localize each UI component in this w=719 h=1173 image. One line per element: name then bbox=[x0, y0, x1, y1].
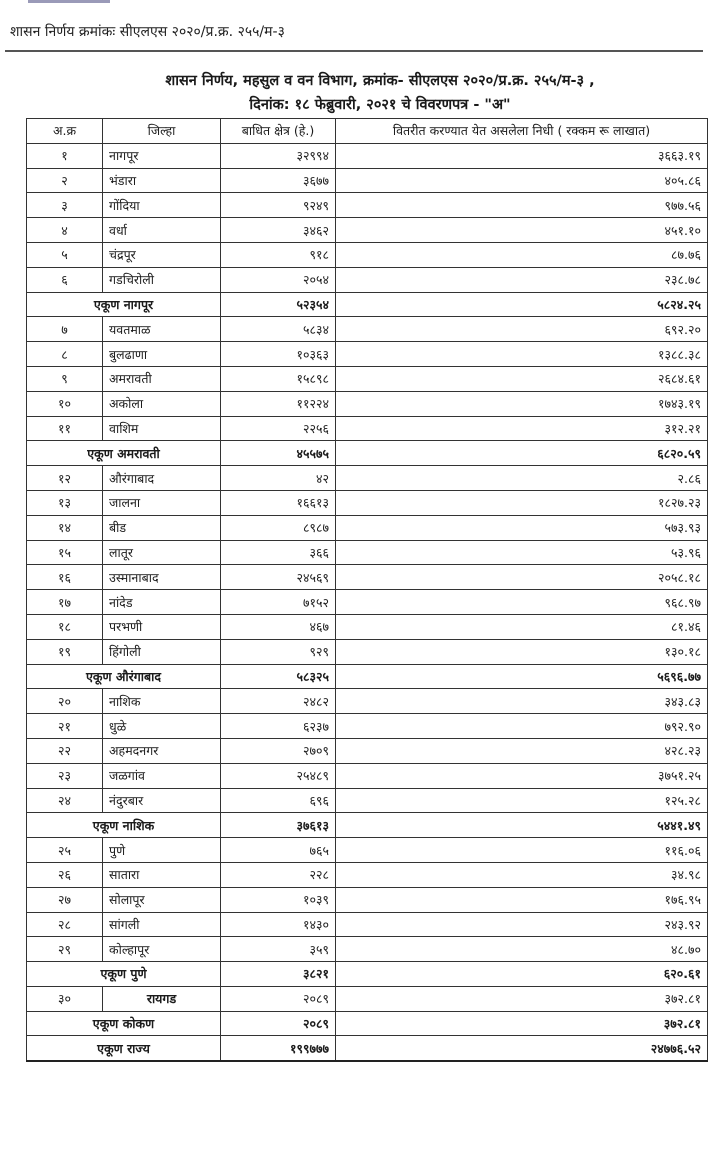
affected-area-cell: ९२९ bbox=[221, 639, 336, 664]
funds-cell: ५३.९६ bbox=[336, 540, 708, 565]
funds-cell: २०५८.१८ bbox=[336, 565, 708, 590]
affected-area-cell: ३४६२ bbox=[221, 218, 336, 243]
subtotal-label: एकूण कोकण bbox=[27, 1011, 221, 1036]
table-row bbox=[27, 714, 708, 739]
table-row bbox=[27, 143, 708, 168]
serial-number-cell: २२ bbox=[27, 738, 103, 763]
funds-cell: ९७७.५६ bbox=[336, 193, 708, 218]
serial-number-cell: २ bbox=[27, 168, 103, 193]
subtotal-row bbox=[27, 441, 708, 466]
serial-number-cell: ४ bbox=[27, 218, 103, 243]
col-header-district: जिल्हा bbox=[103, 119, 221, 144]
table-row bbox=[27, 466, 708, 491]
funds-cell: ३४.९८ bbox=[336, 862, 708, 887]
subtotal-label: एकूण अमरावती bbox=[27, 441, 221, 466]
subtotal-row bbox=[27, 1011, 708, 1036]
district-name-cell: लातूर bbox=[103, 540, 221, 565]
serial-number-cell: १८ bbox=[27, 614, 103, 639]
funds-cell: ३१२.२१ bbox=[336, 416, 708, 441]
funds-cell: ३६६३.१९ bbox=[336, 143, 708, 168]
funds-cell: २६८४.६१ bbox=[336, 366, 708, 391]
total-area-cell: ३७६१३ bbox=[221, 813, 336, 838]
serial-number-cell: २९ bbox=[27, 937, 103, 962]
district-name-cell: नाशिक bbox=[103, 689, 221, 714]
district-name-cell: नागपूर bbox=[103, 143, 221, 168]
funds-cell: ३७२.८१ bbox=[336, 986, 708, 1011]
serial-number-cell: ८ bbox=[27, 342, 103, 367]
district-name-cell: अकोला bbox=[103, 391, 221, 416]
district-name-cell: सांगली bbox=[103, 912, 221, 937]
subtotal-row bbox=[27, 813, 708, 838]
district-name-cell: सोलापूर bbox=[103, 887, 221, 912]
affected-area-cell: १५८९८ bbox=[221, 366, 336, 391]
subtotal-label: एकूण पुणे bbox=[27, 962, 221, 987]
affected-area-cell: ३२९९४ bbox=[221, 143, 336, 168]
funds-cell: १२५.२८ bbox=[336, 788, 708, 813]
affected-area-cell: ६९६ bbox=[221, 788, 336, 813]
serial-number-cell: १७ bbox=[27, 590, 103, 615]
district-name-cell: परभणी bbox=[103, 614, 221, 639]
funds-cell: ३४३.८३ bbox=[336, 689, 708, 714]
serial-number-cell: २४ bbox=[27, 788, 103, 813]
affected-area-cell: १४३० bbox=[221, 912, 336, 937]
funds-cell: १७६.९५ bbox=[336, 887, 708, 912]
affected-area-cell: १६६१३ bbox=[221, 490, 336, 515]
total-area-cell: ५८३२५ bbox=[221, 664, 336, 689]
top-edge-mark bbox=[28, 0, 110, 3]
funds-cell: ७९२.९० bbox=[336, 714, 708, 739]
affected-area-cell: १०३९ bbox=[221, 887, 336, 912]
district-name-cell: जालना bbox=[103, 490, 221, 515]
district-name-cell: कोल्हापूर bbox=[103, 937, 221, 962]
grand-total-label: एकूण राज्य bbox=[27, 1036, 221, 1061]
table-row bbox=[27, 267, 708, 292]
funds-cell: ३७५१.२५ bbox=[336, 763, 708, 788]
subtotal-row bbox=[27, 962, 708, 987]
affected-area-cell: २०८९ bbox=[221, 986, 336, 1011]
funds-cell: ८१.४६ bbox=[336, 614, 708, 639]
subtotal-row bbox=[27, 292, 708, 317]
district-name-cell: रायगड bbox=[103, 986, 221, 1011]
affected-area-cell: २२८ bbox=[221, 862, 336, 887]
district-name-cell: धुळे bbox=[103, 714, 221, 739]
district-name-cell: हिंगोली bbox=[103, 639, 221, 664]
serial-number-cell: १४ bbox=[27, 515, 103, 540]
table-row bbox=[27, 887, 708, 912]
table-row bbox=[27, 168, 708, 193]
affected-area-cell: २५४८९ bbox=[221, 763, 336, 788]
table-row bbox=[27, 763, 708, 788]
affected-area-cell: २४५६९ bbox=[221, 565, 336, 590]
serial-number-cell: ५ bbox=[27, 242, 103, 267]
serial-number-cell: २६ bbox=[27, 862, 103, 887]
table-row bbox=[27, 342, 708, 367]
table-row bbox=[27, 193, 708, 218]
total-area-cell: १९९७७७ bbox=[221, 1036, 336, 1061]
funds-cell: २४३.९२ bbox=[336, 912, 708, 937]
table-row bbox=[27, 515, 708, 540]
serial-number-cell: ७ bbox=[27, 317, 103, 342]
funds-cell: १३०.१८ bbox=[336, 639, 708, 664]
district-name-cell: पुणे bbox=[103, 838, 221, 863]
table-row bbox=[27, 838, 708, 863]
district-name-cell: अहमदनगर bbox=[103, 738, 221, 763]
serial-number-cell: १३ bbox=[27, 490, 103, 515]
district-name-cell: भंडारा bbox=[103, 168, 221, 193]
total-funds-cell: ३७२.८१ bbox=[336, 1011, 708, 1036]
serial-number-cell: २१ bbox=[27, 714, 103, 739]
affected-area-cell: ४२ bbox=[221, 466, 336, 491]
funds-cell: ४८.७० bbox=[336, 937, 708, 962]
header-divider bbox=[5, 50, 703, 52]
funds-cell: १७४३.१९ bbox=[336, 391, 708, 416]
affected-area-cell: ६२३७ bbox=[221, 714, 336, 739]
affected-area-cell: ३६७७ bbox=[221, 168, 336, 193]
total-area-cell: ४५५७५ bbox=[221, 441, 336, 466]
affected-area-cell: ११२२४ bbox=[221, 391, 336, 416]
affected-area-cell: ९१८ bbox=[221, 242, 336, 267]
table-row bbox=[27, 738, 708, 763]
serial-number-cell: २० bbox=[27, 689, 103, 714]
total-area-cell: ५२३५४ bbox=[221, 292, 336, 317]
col-header-sr: अ.क्र bbox=[27, 119, 103, 144]
funds-cell: ६९२.२० bbox=[336, 317, 708, 342]
serial-number-cell: १६ bbox=[27, 565, 103, 590]
funds-cell: १३८८.३८ bbox=[336, 342, 708, 367]
district-name-cell: जळगांव bbox=[103, 763, 221, 788]
district-name-cell: चंद्रपूर bbox=[103, 242, 221, 267]
affected-area-cell: ३५९ bbox=[221, 937, 336, 962]
affected-area-cell: २७०९ bbox=[221, 738, 336, 763]
table-row bbox=[27, 788, 708, 813]
table-row bbox=[27, 317, 708, 342]
affected-area-cell: २२५६ bbox=[221, 416, 336, 441]
district-name-cell: बीड bbox=[103, 515, 221, 540]
total-area-cell: ३८२१ bbox=[221, 962, 336, 987]
affected-area-cell: २४८२ bbox=[221, 689, 336, 714]
funds-cell: २.८६ bbox=[336, 466, 708, 491]
table-row bbox=[27, 540, 708, 565]
header-reference: शासन निर्णय क्रमांकः सीएलएस २०२०/प्र.क्र. २५५/म-३ bbox=[10, 24, 285, 40]
funds-cell: २३८.७८ bbox=[336, 267, 708, 292]
district-name-cell: गडचिरोली bbox=[103, 267, 221, 292]
table-row bbox=[27, 490, 708, 515]
table-row bbox=[27, 862, 708, 887]
district-name-cell: बुलढाणा bbox=[103, 342, 221, 367]
serial-number-cell: १ bbox=[27, 143, 103, 168]
funds-cell: ९६८.९७ bbox=[336, 590, 708, 615]
table-row bbox=[27, 912, 708, 937]
table-row bbox=[27, 590, 708, 615]
col-header-funds: वितरीत करण्यात येत असलेला निधी ( रक्कम रू लाखात) bbox=[336, 119, 708, 144]
table-row bbox=[27, 242, 708, 267]
serial-number-cell: ९ bbox=[27, 366, 103, 391]
table-header-row bbox=[27, 119, 708, 144]
funds-cell: ८७.७६ bbox=[336, 242, 708, 267]
total-area-cell: २०८९ bbox=[221, 1011, 336, 1036]
serial-number-cell: १५ bbox=[27, 540, 103, 565]
table-row bbox=[27, 565, 708, 590]
serial-number-cell: २५ bbox=[27, 838, 103, 863]
serial-number-cell: १९ bbox=[27, 639, 103, 664]
serial-number-cell: ३ bbox=[27, 193, 103, 218]
total-funds-cell: ५६९६.७७ bbox=[336, 664, 708, 689]
district-name-cell: नांदेड bbox=[103, 590, 221, 615]
serial-number-cell: २३ bbox=[27, 763, 103, 788]
document-title-line2: दिनांक: १८ फेब्रुवारी, २०२१ चे विवरणपत्र - "अ" bbox=[249, 97, 511, 113]
table-row bbox=[27, 218, 708, 243]
table-body bbox=[27, 143, 708, 1060]
table-row bbox=[27, 416, 708, 441]
total-funds-cell: २४७७६.५२ bbox=[336, 1036, 708, 1061]
district-funds-table bbox=[26, 118, 708, 1062]
funds-cell: ४०५.८६ bbox=[336, 168, 708, 193]
district-name-cell: वाशिम bbox=[103, 416, 221, 441]
funds-cell: १८२७.२३ bbox=[336, 490, 708, 515]
funds-cell: ४२८.२३ bbox=[336, 738, 708, 763]
serial-number-cell: २८ bbox=[27, 912, 103, 937]
serial-number-cell: ३० bbox=[27, 986, 103, 1011]
table-row bbox=[27, 937, 708, 962]
serial-number-cell: २७ bbox=[27, 887, 103, 912]
document-title-line1: शासन निर्णय, महसुल व वन विभाग, क्रमांक- सीएलएस २०२०/प्र.क्र. २५५/म-३ , bbox=[165, 73, 595, 89]
district-name-cell: यवतमाळ bbox=[103, 317, 221, 342]
grand-total-row bbox=[27, 1036, 708, 1061]
funds-cell: ५७३.९३ bbox=[336, 515, 708, 540]
serial-number-cell: ११ bbox=[27, 416, 103, 441]
subtotal-label: एकूण औरंगाबाद bbox=[27, 664, 221, 689]
total-funds-cell: ६८२०.५९ bbox=[336, 441, 708, 466]
subtotal-row bbox=[27, 664, 708, 689]
district-name-cell: उस्मानाबाद bbox=[103, 565, 221, 590]
affected-area-cell: ३६६ bbox=[221, 540, 336, 565]
funds-cell: ४५१.१० bbox=[336, 218, 708, 243]
district-name-cell: सातारा bbox=[103, 862, 221, 887]
table-row bbox=[27, 689, 708, 714]
subtotal-label: एकूण नागपूर bbox=[27, 292, 221, 317]
affected-area-cell: ७६५ bbox=[221, 838, 336, 863]
table-row bbox=[27, 986, 708, 1011]
table-row bbox=[27, 639, 708, 664]
funds-cell: ११६.०६ bbox=[336, 838, 708, 863]
total-funds-cell: ५८२४.२५ bbox=[336, 292, 708, 317]
total-funds-cell: ६२०.६१ bbox=[336, 962, 708, 987]
affected-area-cell: ५८३४ bbox=[221, 317, 336, 342]
total-funds-cell: ५४४१.४९ bbox=[336, 813, 708, 838]
affected-area-cell: ७१५२ bbox=[221, 590, 336, 615]
serial-number-cell: ६ bbox=[27, 267, 103, 292]
table-row bbox=[27, 614, 708, 639]
table-row bbox=[27, 391, 708, 416]
district-name-cell: वर्धा bbox=[103, 218, 221, 243]
district-name-cell: गोंदिया bbox=[103, 193, 221, 218]
affected-area-cell: २०५४ bbox=[221, 267, 336, 292]
table-row bbox=[27, 366, 708, 391]
affected-area-cell: १०३६३ bbox=[221, 342, 336, 367]
affected-area-cell: ४६७ bbox=[221, 614, 336, 639]
affected-area-cell: ८९८७ bbox=[221, 515, 336, 540]
district-name-cell: औरंगाबाद bbox=[103, 466, 221, 491]
affected-area-cell: ९२४९ bbox=[221, 193, 336, 218]
col-header-area: बाधित क्षेत्र (हे.) bbox=[221, 119, 336, 144]
subtotal-label: एकूण नाशिक bbox=[27, 813, 221, 838]
serial-number-cell: १२ bbox=[27, 466, 103, 491]
serial-number-cell: १० bbox=[27, 391, 103, 416]
district-name-cell: अमरावती bbox=[103, 366, 221, 391]
district-name-cell: नंदुरबार bbox=[103, 788, 221, 813]
